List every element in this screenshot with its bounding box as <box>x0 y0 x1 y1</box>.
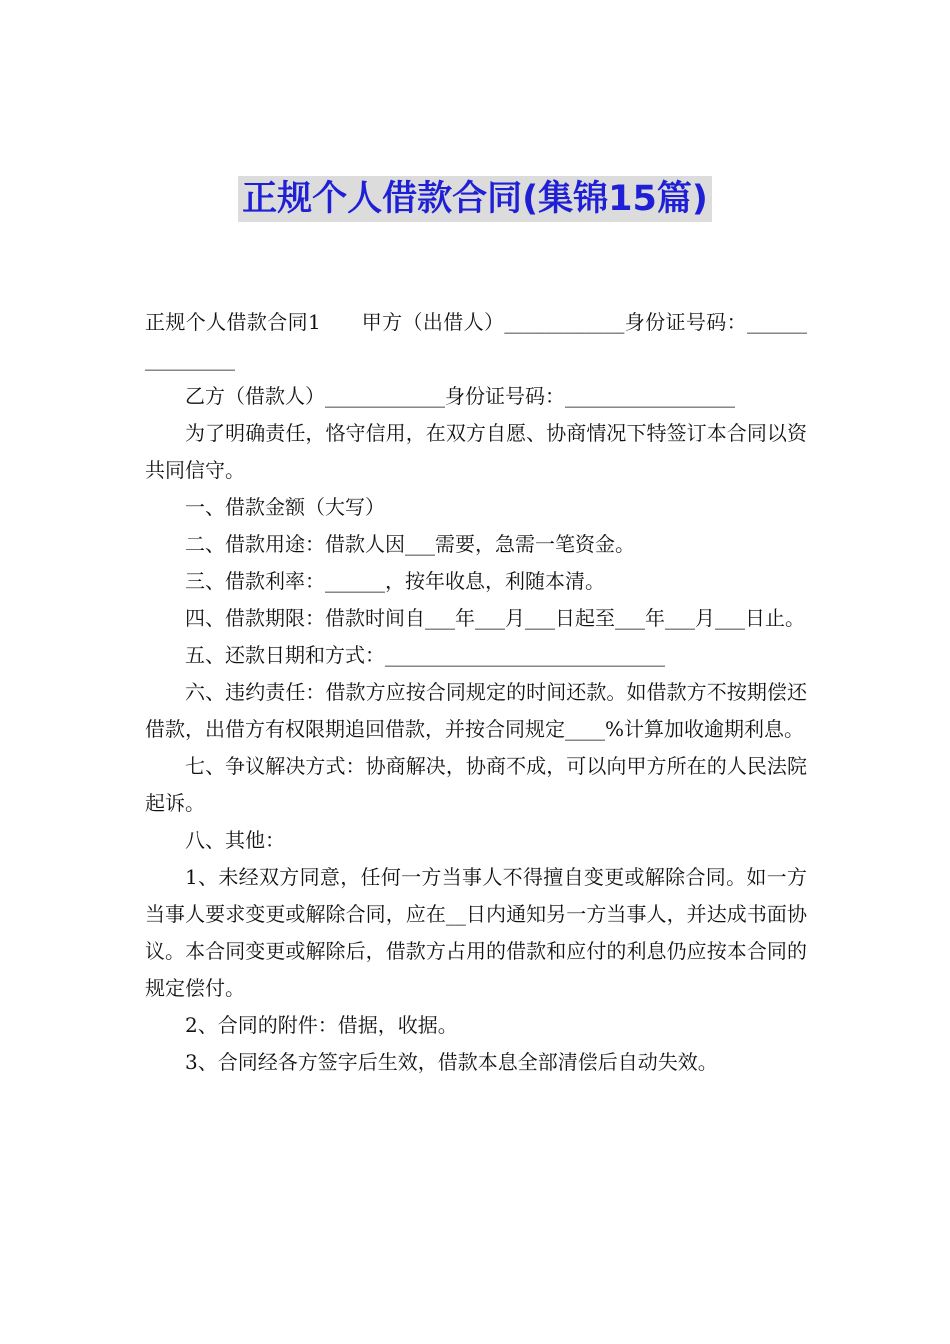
title-area <box>0 176 950 222</box>
clause-breach: 六、违约责任：借款方应按合同规定的时间还款。如借款方不按期偿还借款，出借方有权限期追回借款，并按合同规定____%计算加收逾期利息。 <box>145 680 807 741</box>
clause-loan-amount: 一、借款金额（大写） <box>185 495 385 519</box>
document-body <box>145 304 807 1081</box>
clause-other-3: 3、合同经各方签字后生效，借款本息全部清偿后自动失效。 <box>185 1050 718 1074</box>
clause-other: 八、其他： <box>185 828 285 852</box>
clause-interest-rate: 三、借款利率：______，按年收息，利随本清。 <box>185 569 605 593</box>
paragraph-party-b: 乙方（借款人）____________身份证号码：_________________ <box>185 384 735 408</box>
paragraph-preamble: 为了明确责任，恪守信用，在双方自愿、协商情况下特签订本合同以资共同信守。 <box>145 421 807 482</box>
paragraph-party-a: 正规个人借款合同1 甲方（出借人）____________身份证号码：_______________ <box>145 310 807 371</box>
clause-other-2: 2、合同的附件：借据，收据。 <box>185 1013 458 1037</box>
clause-loan-purpose: 二、借款用途：借款人因___需要，急需一笔资金。 <box>185 532 635 556</box>
clause-loan-term: 四、借款期限：借款时间自___年___月___日起至___年___月___日止。 <box>185 606 805 630</box>
clause-dispute: 七、争议解决方式：协商解决，协商不成，可以向甲方所在的人民法院起诉。 <box>145 754 807 815</box>
document-title: 正规个人借款合同(集锦15篇) <box>238 176 712 222</box>
clause-repayment: 五、还款日期和方式：____________________________ <box>185 643 665 667</box>
clause-other-1: 1、未经双方同意，任何一方当事人不得擅自变更或解除合同。如一方当事人要求变更或解除合同，应在__日内通知另一方当事人，并达成书面协议。本合同变更或解除后，借款方占用的借款和应付的利息仍应按本合同的规定偿付。 <box>145 865 807 1000</box>
